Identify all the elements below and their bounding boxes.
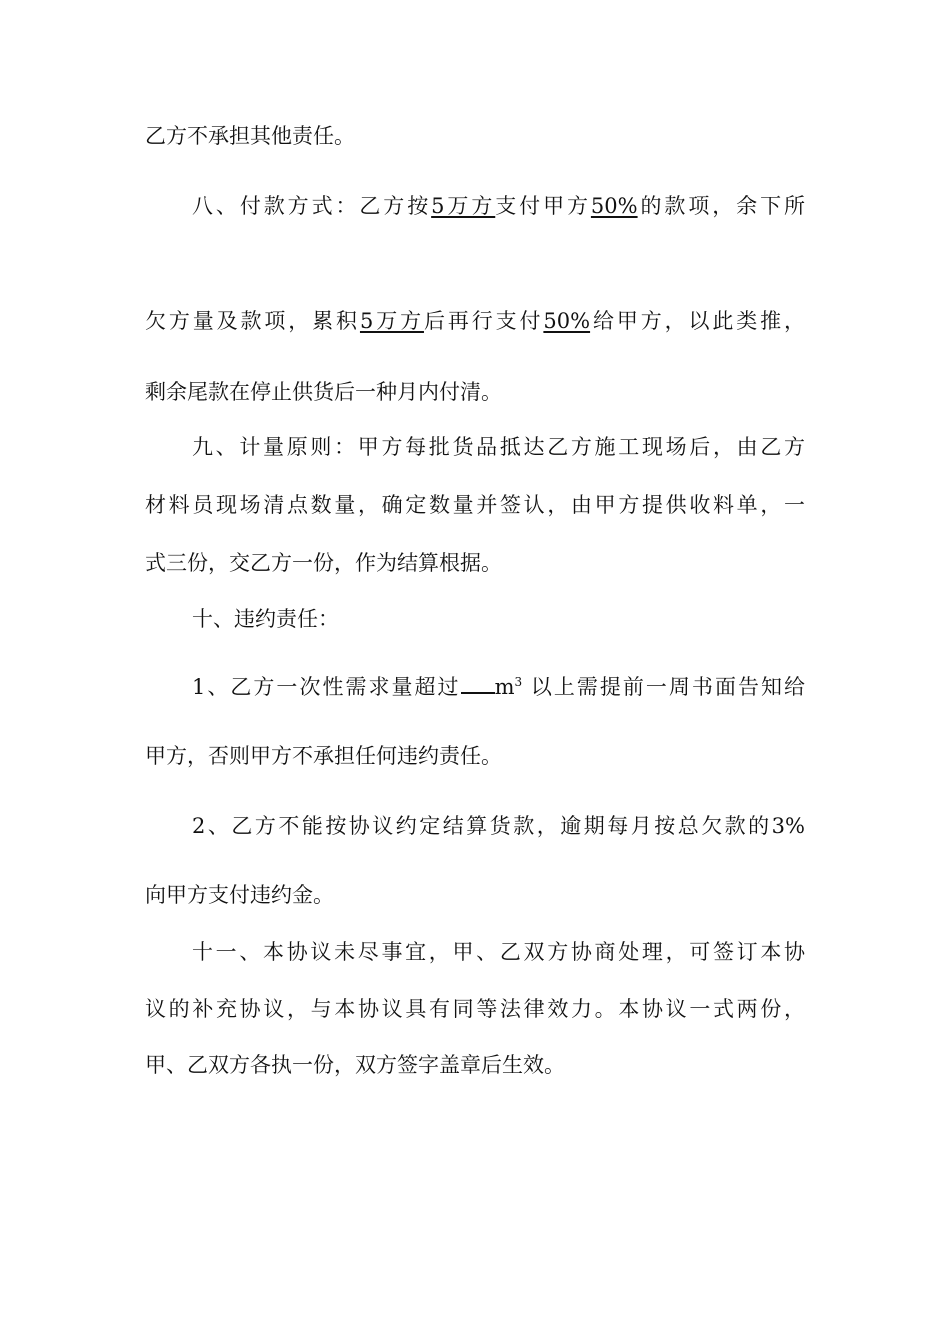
line-1 — [145, 122, 805, 150]
clause-9-line-1 — [192, 433, 805, 461]
underlined-percent: 50% — [543, 309, 591, 333]
text: 议的补充协议，与本协议具有同等法律效力。本协议一式两份， — [145, 997, 805, 1021]
text: 向甲方支付违约金。 — [145, 883, 334, 907]
text: 式三份，交乙方一份，作为结算根据。 — [145, 551, 502, 575]
clause-11-line-3 — [145, 1051, 805, 1079]
text: 后再行支付 — [423, 309, 544, 333]
underlined-percent: 50% — [590, 194, 638, 218]
underlined-amount: 5万方 — [359, 309, 424, 333]
clause-10-heading — [192, 605, 805, 633]
underlined-amount: 5万方 — [431, 194, 496, 218]
text: 1、乙方一次性需求量超过 — [192, 675, 461, 699]
text: 乙方不承担其他责任。 — [145, 124, 355, 148]
unit-superscript: 3 — [514, 675, 523, 689]
clause-9-line-3 — [145, 549, 805, 577]
text: 甲、乙双方各执一份，双方签字盖章后生效。 — [145, 1053, 565, 1077]
text: 八、付款方式：乙方按 — [192, 194, 432, 218]
text: 材料员现场清点数量，确定数量并签认，由甲方提供收料单，一 — [145, 493, 805, 517]
clause-8-line-2 — [145, 307, 805, 335]
text: 支付甲方 — [495, 194, 591, 218]
clause-8-line-3 — [145, 378, 805, 406]
clause-8-line-1 — [192, 192, 805, 220]
unit-text: m — [494, 675, 515, 699]
text: 以上需提前一周书面告知给 — [530, 675, 805, 699]
text: 2、乙方不能按协议约定结算货款，逾期每月按总欠款的3% — [192, 814, 805, 838]
text: 给甲方，以此类推， — [590, 309, 806, 333]
clause-10-item-2-line-1 — [192, 812, 805, 840]
text: 剩余尾款在停止供货后一种月内付清。 — [145, 380, 502, 404]
clause-11-line-1 — [192, 938, 805, 966]
text: 甲方，否则甲方不承担任何违约责任。 — [145, 744, 502, 768]
text: 十一、本协议未尽事宜，甲、乙双方协商处理，可签订本协 — [192, 940, 805, 964]
clause-10-item-1-line-2 — [145, 742, 805, 770]
clause-9-line-2 — [145, 491, 805, 519]
text: 欠方量及款项，累积 — [145, 309, 360, 333]
clause-10-item-2-line-2 — [145, 881, 805, 909]
text: 十、违约责任： — [192, 607, 339, 631]
clause-11-line-2 — [145, 995, 805, 1023]
text: 的款项，余下所 — [637, 194, 805, 218]
text: 九、计量原则：甲方每批货品抵达乙方施工现场后，由乙方 — [192, 435, 805, 459]
clause-10-item-1-line-1 — [192, 673, 805, 701]
fill-in-blank — [461, 674, 495, 694]
